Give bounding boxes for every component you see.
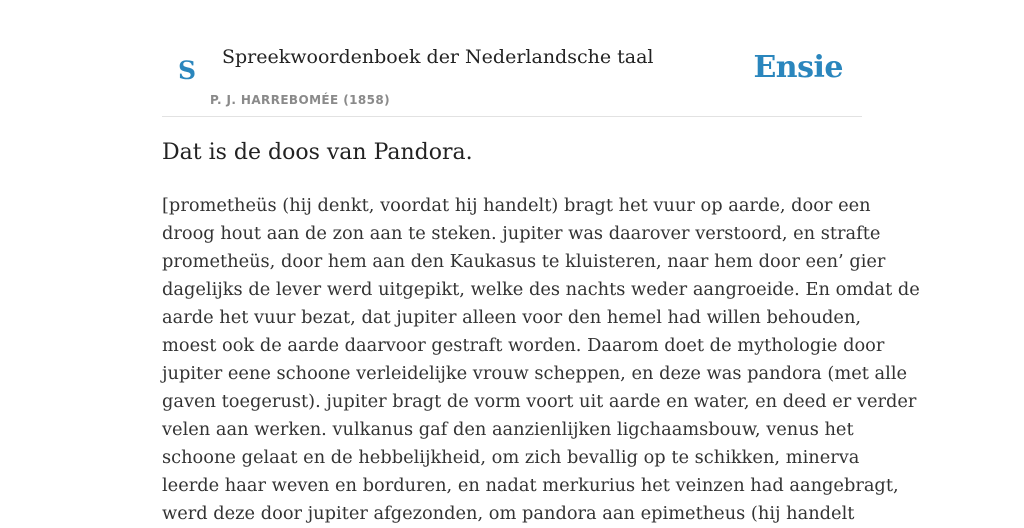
- source-author: P. J. HARREBOMÉE (1858): [210, 93, 390, 107]
- ensie-logo[interactable]: Ensie: [753, 50, 843, 85]
- entry-body-line: dagelijks de lever werd uitgepikt, welke des nachts weder aangroeide. En omdat de: [162, 279, 920, 300]
- source-badge-icon: S: [177, 56, 197, 85]
- entry-body-line: aarde het vuur bezat, dat jupiter alleen voor den hemel had willen behouden,: [162, 307, 862, 328]
- source-title-link[interactable]: Spreekwoordenboek der Nederlandsche taal: [222, 46, 654, 68]
- source-header: [162, 0, 862, 117]
- entry-body-line: jupiter eene schoone verleidelijke vrouw scheppen, en deze was pandora (met alle: [162, 363, 908, 384]
- entry-body-line: droog hout aan de zon aan te steken. jupiter was daarover verstoord, en strafte: [162, 223, 881, 244]
- entry-body: [162, 192, 920, 528]
- entry-body-line: velen aan werken. vulkanus gaf den aanzienlijken ligchaamsbouw, venus het: [162, 419, 854, 440]
- entry-body-line: schoone gelaat en de hebbelijkheid, om zich bevallig op te schikken, minerva: [162, 447, 860, 468]
- entry-body-line: moest ook de aarde daarvoor gestraft worden. Daarom doet de mythologie door: [162, 335, 885, 356]
- entry-body-line: gaven toegerust). jupiter bragt de vorm voort uit aarde en water, en deed er verder: [162, 391, 917, 412]
- entry-body-line: werd deze door jupiter afgezonden, om pandora aan epimetheus (hij handelt: [162, 503, 855, 524]
- entry-body-line: prometheüs, door hem aan den Kaukasus te kluisteren, naar hem door een’ gier: [162, 251, 886, 272]
- entry-body-line: [prometheüs (hij denkt, voordat hij handelt) bragt het vuur op aarde, door een: [162, 195, 871, 216]
- entry-title: Dat is de doos van Pandora.: [162, 140, 473, 165]
- entry-body-line: leerde haar weven en borduren, en nadat merkurius het veinzen had aangebragt,: [162, 475, 899, 496]
